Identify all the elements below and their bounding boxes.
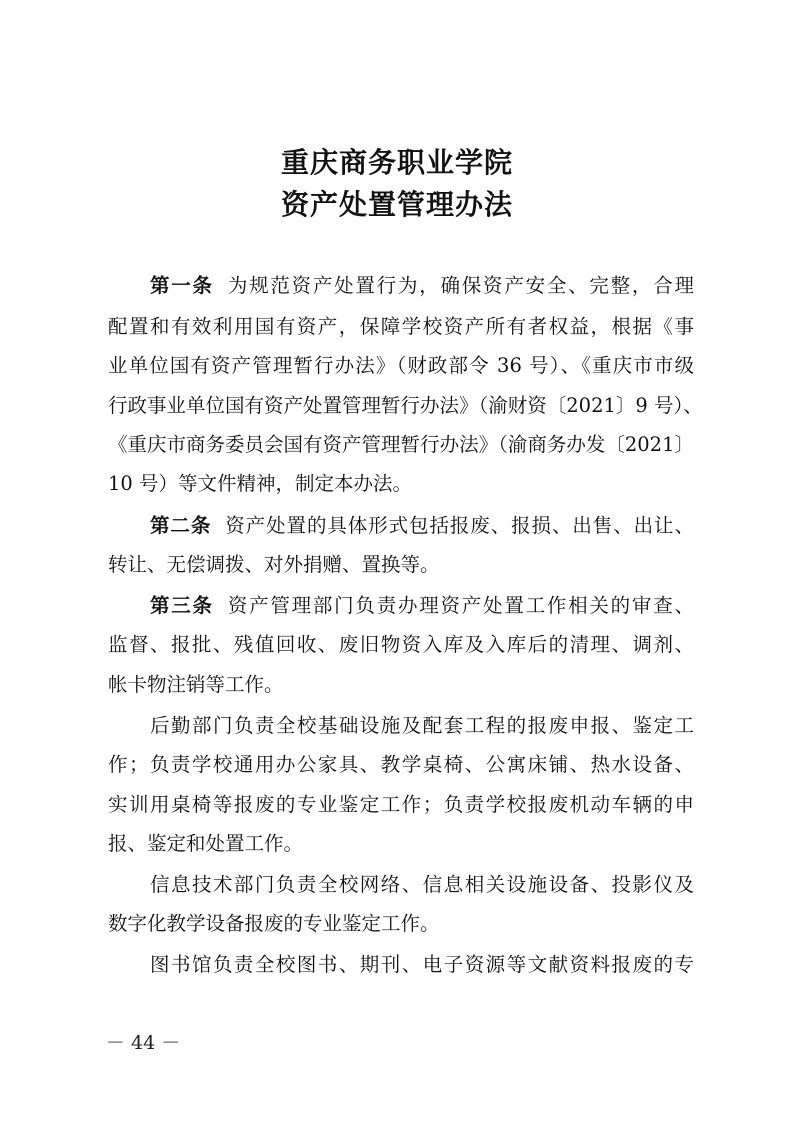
document-title-line2: 资产处置管理办法 bbox=[280, 188, 513, 221]
article3-heading: 第三条 bbox=[150, 594, 214, 617]
article1-line2: 配置和有效利用国有资产，保障学校资产所有者权益，根据《事 bbox=[108, 315, 694, 338]
page-number: － 44 － bbox=[106, 1032, 181, 1054]
article1-line5: 《重庆市商务委员会国有资产管理暂行办法》（渝商务办发〔2021〕 bbox=[108, 433, 694, 456]
article1-line3: 业单位国有资产管理暂行办法》（财政部令 36 号）、《重庆市市级 bbox=[108, 354, 694, 377]
article1-line1 bbox=[150, 272, 694, 300]
logistics-line3: 实训用桌椅等报废的专业鉴定工作；负责学校报废机动车辆的申 bbox=[108, 793, 694, 816]
article3-line1 bbox=[150, 592, 694, 620]
article1-heading: 第一条 bbox=[150, 274, 214, 297]
logistics-line1: 后勤部门负责全校基础设施及配套工程的报废申报、鉴定工 bbox=[150, 714, 694, 737]
article2-line1 bbox=[150, 512, 694, 540]
article3-text-line1: 资产管理部门负责办理资产处置工作相关的审查、 bbox=[227, 594, 694, 617]
article3-line3: 帐卡物注销等工作。 bbox=[108, 673, 284, 696]
it-line2: 数字化教学设备报废的专业鉴定工作。 bbox=[108, 912, 440, 935]
document-title-line1: 重庆商务职业学院 bbox=[280, 146, 513, 179]
article2-heading: 第二条 bbox=[150, 514, 212, 537]
article3-line2: 监督、报批、残值回收、废旧物资入库及入库后的清理、调剂、 bbox=[108, 633, 694, 656]
logistics-line4: 报、鉴定和处置工作。 bbox=[108, 832, 304, 855]
article2-line2: 转让、无偿调拨、对外捐赠、置换等。 bbox=[108, 553, 440, 576]
article1-text-line1: 为规范资产处置行为，确保资产安全、完整，合理 bbox=[227, 274, 694, 297]
logistics-line2: 作；负责学校通用办公家具、教学桌椅、公寓床铺、热水设备、 bbox=[108, 753, 694, 776]
it-line1: 信息技术部门负责全校网络、信息相关设施设备、投影仪及 bbox=[150, 873, 694, 896]
article1-line6: 10 号）等文件精神，制定本办法。 bbox=[108, 472, 413, 495]
article1-line4: 行政事业单位国有资产处置管理暂行办法》（渝财资〔2021〕9 号）、 bbox=[108, 394, 703, 417]
article2-text-line1: 资产处置的具体形式包括报废、报损、出售、出让、 bbox=[225, 514, 694, 537]
library-line1: 图书馆负责全校图书、期刊、电子资源等文献资料报废的专 bbox=[150, 953, 694, 976]
